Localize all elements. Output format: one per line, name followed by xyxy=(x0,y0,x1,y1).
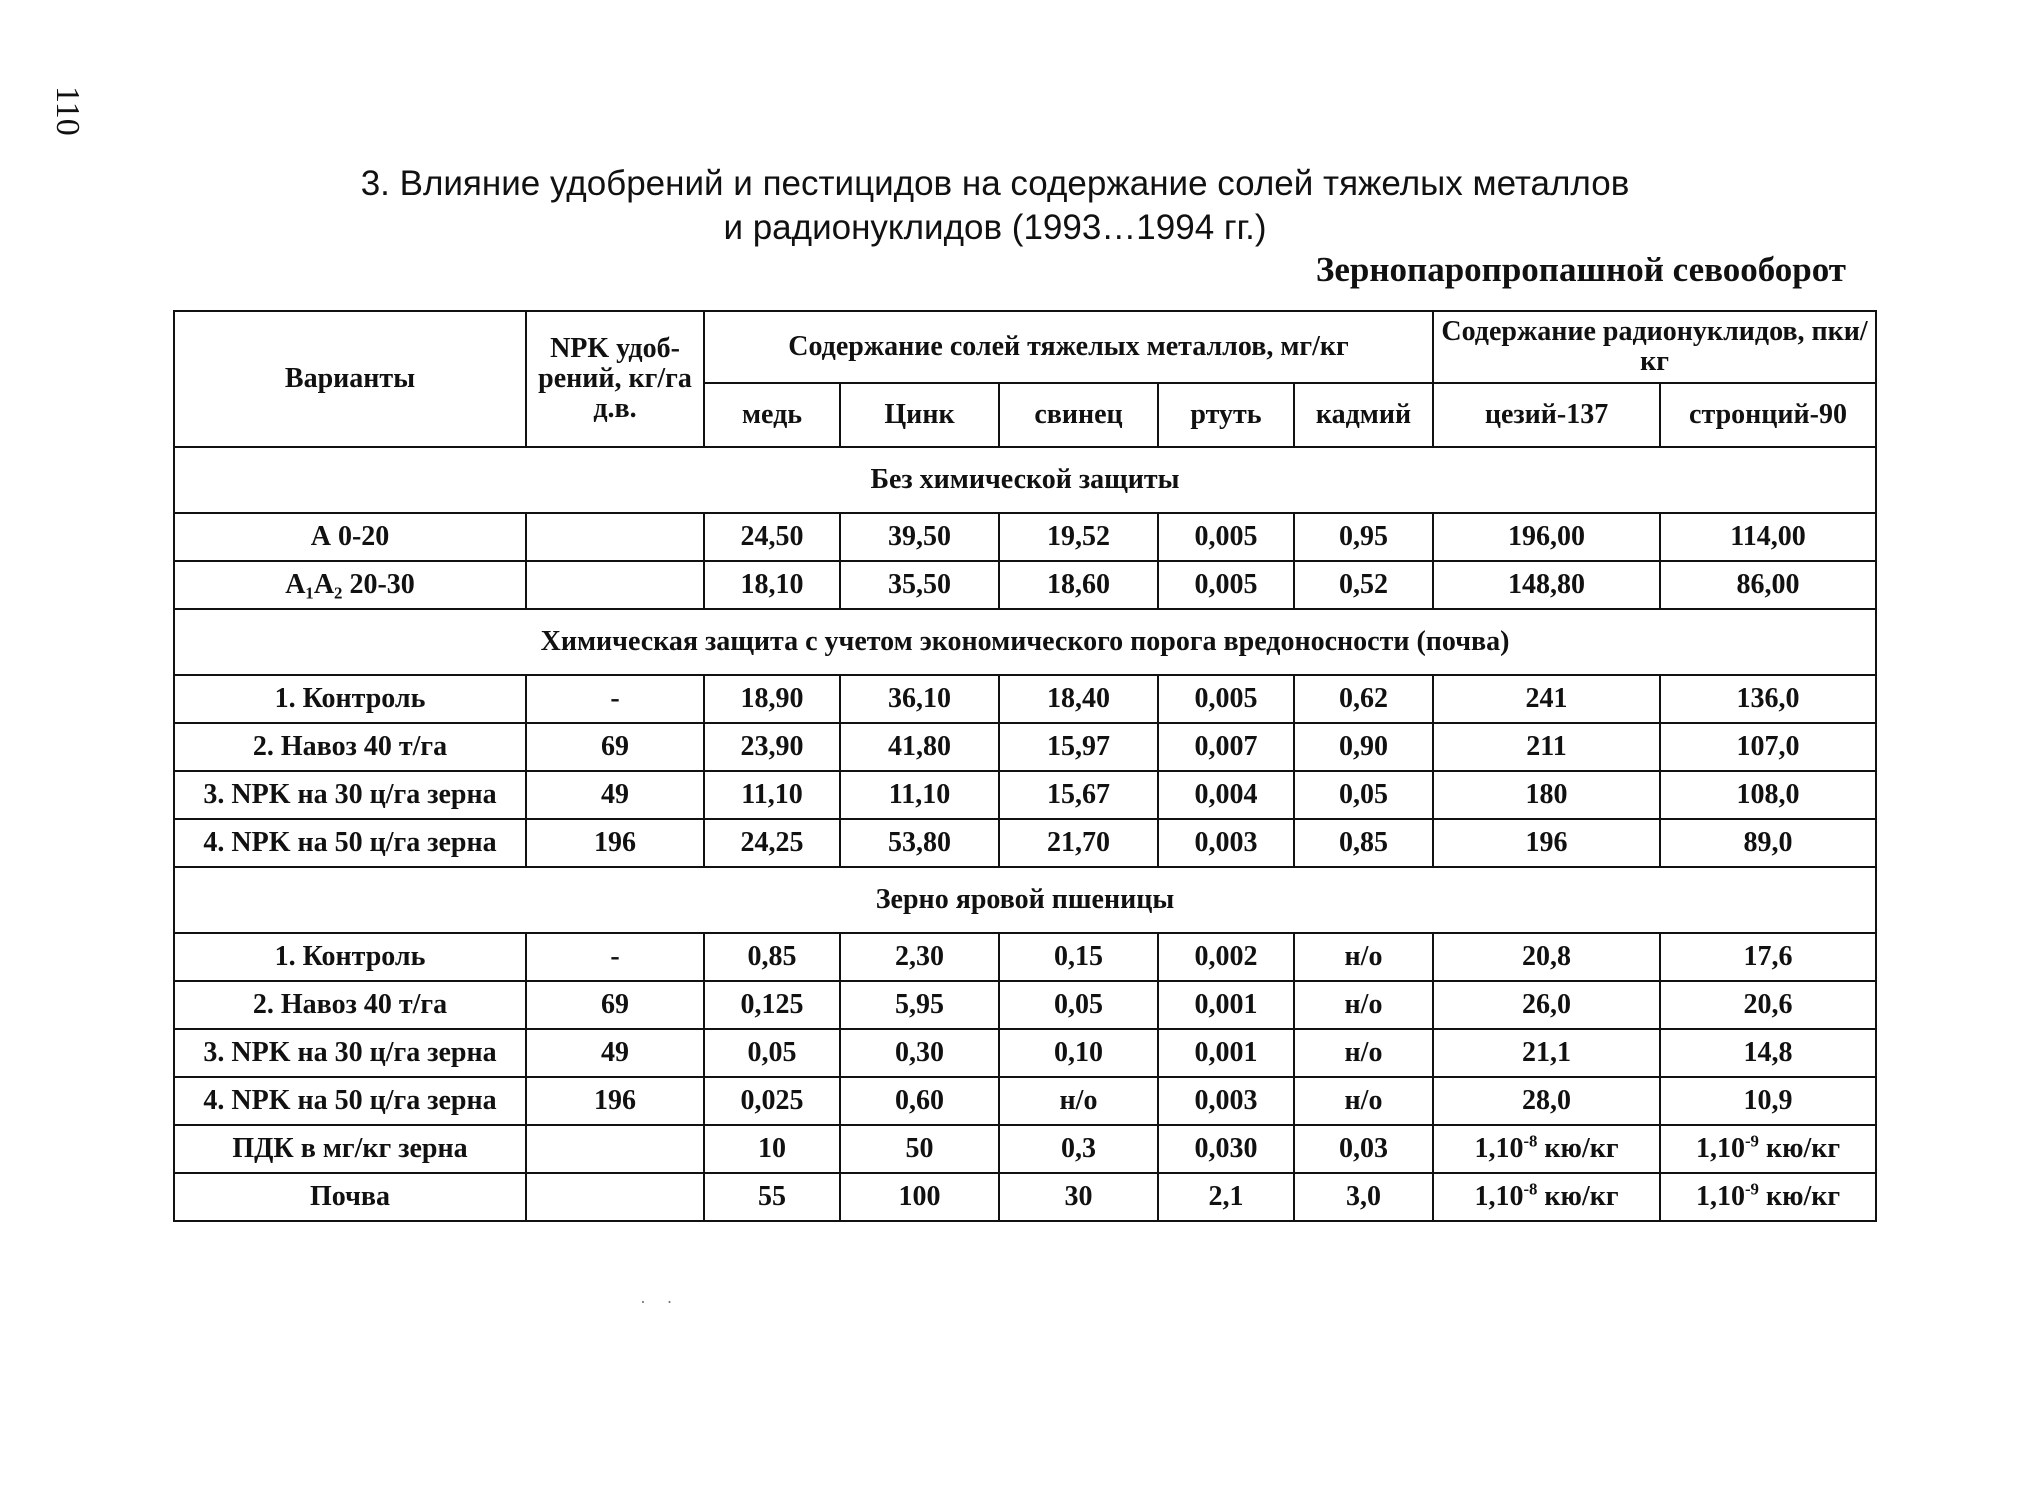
section-row xyxy=(174,447,1876,513)
table-cell: 41,80 xyxy=(840,723,999,771)
table-cell: 49 xyxy=(526,1029,704,1077)
value-exponent: -9 xyxy=(1744,1179,1759,1199)
header-strontium: стронций-90 xyxy=(1660,383,1876,447)
table-cell: 17,6 xyxy=(1660,933,1876,981)
row-label: 2. Навоз 40 т/га xyxy=(174,723,526,771)
header-npk: NPK удоб- рений, кг/га д.в. xyxy=(526,311,704,447)
table-cell xyxy=(526,561,704,609)
row-label: А 0-20 xyxy=(174,513,526,561)
table-cell: 114,00 xyxy=(1660,513,1876,561)
table-cell: 30 xyxy=(999,1173,1158,1221)
section-title: Зерно яровой пшеницы xyxy=(174,867,1876,933)
table-cell: 55 xyxy=(704,1173,840,1221)
table-cell: 15,67 xyxy=(999,771,1158,819)
row-label: 1. Контроль xyxy=(174,675,526,723)
table-cell: 21,70 xyxy=(999,819,1158,867)
header-row-1 xyxy=(174,311,1876,383)
value-base: 1,10 xyxy=(1474,1133,1524,1164)
table-cell: 18,90 xyxy=(704,675,840,723)
table-cell: 0,85 xyxy=(1294,819,1433,867)
table-row xyxy=(174,1125,1876,1173)
table-cell-cesium xyxy=(1433,1173,1660,1221)
table-cell: 0,005 xyxy=(1158,513,1294,561)
section-title: Без химической защиты xyxy=(174,447,1876,513)
table-cell: 18,60 xyxy=(999,561,1158,609)
header-cadmium: кадмий xyxy=(1294,383,1433,447)
table-cell: 53,80 xyxy=(840,819,999,867)
table-cell: 18,40 xyxy=(999,675,1158,723)
table-cell xyxy=(526,513,704,561)
table-cell: 0,03 xyxy=(1294,1125,1433,1173)
table-cell: 2,1 xyxy=(1158,1173,1294,1221)
table-cell: 0,004 xyxy=(1158,771,1294,819)
table-cell: 0,62 xyxy=(1294,675,1433,723)
row-label: 1. Контроль xyxy=(174,933,526,981)
table-cell: 0,030 xyxy=(1158,1125,1294,1173)
table-subtitle: Зернопаропропашной севооборот xyxy=(1315,250,1846,289)
row-label: 4. NPK на 50 ц/га зерна xyxy=(174,1077,526,1125)
table-cell: 0,003 xyxy=(1158,819,1294,867)
table-cell: н/о xyxy=(999,1077,1158,1125)
title-line-2: и радионуклидов (1993…1994 гг.) xyxy=(723,208,1267,247)
table-cell: 3,0 xyxy=(1294,1173,1433,1221)
table-cell: 21,1 xyxy=(1433,1029,1660,1077)
table-cell: 180 xyxy=(1433,771,1660,819)
table-cell: 0,025 xyxy=(704,1077,840,1125)
header-lead: свинец xyxy=(999,383,1158,447)
table-cell: 11,10 xyxy=(704,771,840,819)
table-cell: 0,005 xyxy=(1158,561,1294,609)
table-cell: 0,125 xyxy=(704,981,840,1029)
table-cell: 0,15 xyxy=(999,933,1158,981)
table-cell: 0,90 xyxy=(1294,723,1433,771)
table-cell xyxy=(526,1125,704,1173)
header-variants: Варианты xyxy=(174,311,526,447)
header-radionuclides-group: Содержание радионуклидов, пки/кг xyxy=(1433,311,1876,383)
header-mercury: ртуть xyxy=(1158,383,1294,447)
table-cell: 19,52 xyxy=(999,513,1158,561)
value-base: 1,10 xyxy=(1695,1181,1745,1212)
title-line-1: 3. Влияние удобрений и пестицидов на содержание солей тяжелых металлов xyxy=(360,164,1630,203)
table-cell-strontium xyxy=(1660,1173,1876,1221)
row-label: ПДК в мг/кг зерна xyxy=(174,1125,526,1173)
table-cell: 24,25 xyxy=(704,819,840,867)
value-base: 1,10 xyxy=(1695,1133,1745,1164)
table-cell: 2,30 xyxy=(840,933,999,981)
section-row xyxy=(174,609,1876,675)
table-row xyxy=(174,819,1876,867)
value-unit: кю/кг xyxy=(1537,1181,1619,1212)
table-cell: 0,001 xyxy=(1158,1029,1294,1077)
table-cell: 18,10 xyxy=(704,561,840,609)
table-cell: 0,85 xyxy=(704,933,840,981)
table-cell: 211 xyxy=(1433,723,1660,771)
table-cell: н/о xyxy=(1294,981,1433,1029)
table-cell: 11,10 xyxy=(840,771,999,819)
table-cell: 0,60 xyxy=(840,1077,999,1125)
section-title: Химическая защита с учетом экономического порога вредоносности (почва) xyxy=(174,609,1876,675)
header-cesium: цезий-137 xyxy=(1433,383,1660,447)
table-cell: 86,00 xyxy=(1660,561,1876,609)
data-table xyxy=(173,310,1877,1222)
row-label: 2. Навоз 40 т/га xyxy=(174,981,526,1029)
table-cell: 196,00 xyxy=(1433,513,1660,561)
value-exponent: -8 xyxy=(1523,1131,1538,1151)
value-exponent: -9 xyxy=(1744,1131,1759,1151)
row-label: 4. NPK на 50 ц/га зерна xyxy=(174,819,526,867)
table-cell: 0,05 xyxy=(999,981,1158,1029)
table-cell: 35,50 xyxy=(840,561,999,609)
table-cell: 0,52 xyxy=(1294,561,1433,609)
table-row xyxy=(174,561,1876,609)
table-cell: 69 xyxy=(526,981,704,1029)
value-unit: кю/кг xyxy=(1758,1133,1841,1164)
table-cell: 5,95 xyxy=(840,981,999,1029)
table-cell-strontium xyxy=(1660,1125,1876,1173)
table-cell: 0,003 xyxy=(1158,1077,1294,1125)
table-cell: 100 xyxy=(840,1173,999,1221)
table-cell: 26,0 xyxy=(1433,981,1660,1029)
table-cell: 39,50 xyxy=(840,513,999,561)
table-cell: - xyxy=(526,675,704,723)
table-row xyxy=(174,1029,1876,1077)
table-cell: 23,90 xyxy=(704,723,840,771)
table-cell: 10,9 xyxy=(1660,1077,1876,1125)
table-cell: н/о xyxy=(1294,1029,1433,1077)
value-exponent: -8 xyxy=(1523,1179,1538,1199)
header-metals-group: Содержание солей тяжелых металлов, мг/кг xyxy=(704,311,1433,383)
table-cell: 196 xyxy=(526,819,704,867)
header-zinc: Цинк xyxy=(840,383,999,447)
table-cell: - xyxy=(526,933,704,981)
table-body xyxy=(174,447,1876,1221)
table-cell: 0,10 xyxy=(999,1029,1158,1077)
table-row xyxy=(174,1173,1876,1221)
table-cell: 89,0 xyxy=(1660,819,1876,867)
table-row xyxy=(174,675,1876,723)
page-title xyxy=(0,162,1990,250)
table-row xyxy=(174,513,1876,561)
table-cell: 69 xyxy=(526,723,704,771)
table-cell: 36,10 xyxy=(840,675,999,723)
table-cell: 24,50 xyxy=(704,513,840,561)
value-unit: кю/кг xyxy=(1758,1181,1841,1212)
table-cell: 136,0 xyxy=(1660,675,1876,723)
table-cell: 50 xyxy=(840,1125,999,1173)
table-row xyxy=(174,723,1876,771)
table-cell: 20,6 xyxy=(1660,981,1876,1029)
table-cell: н/о xyxy=(1294,1077,1433,1125)
section-row xyxy=(174,867,1876,933)
table-cell-cesium xyxy=(1433,1125,1660,1173)
value-base: 1,10 xyxy=(1474,1181,1524,1212)
table-cell: 0,005 xyxy=(1158,675,1294,723)
table-cell: 20,8 xyxy=(1433,933,1660,981)
table-cell: 108,0 xyxy=(1660,771,1876,819)
table-cell: 14,8 xyxy=(1660,1029,1876,1077)
scan-speck: · · xyxy=(640,1292,681,1312)
table-cell: 0,05 xyxy=(704,1029,840,1077)
value-unit: кю/кг xyxy=(1537,1133,1619,1164)
table-cell: 0,001 xyxy=(1158,981,1294,1029)
table-cell: 0,3 xyxy=(999,1125,1158,1173)
table-cell: 241 xyxy=(1433,675,1660,723)
table-cell: 28,0 xyxy=(1433,1077,1660,1125)
table-cell: 0,95 xyxy=(1294,513,1433,561)
table-cell: 0,05 xyxy=(1294,771,1433,819)
table-row xyxy=(174,933,1876,981)
table-cell: 0,30 xyxy=(840,1029,999,1077)
row-label: А₁А₂ 20-30 xyxy=(174,561,526,609)
table-cell: 10 xyxy=(704,1125,840,1173)
page-number: 110 xyxy=(49,86,86,136)
table-row xyxy=(174,1077,1876,1125)
table-cell: н/о xyxy=(1294,933,1433,981)
table-cell xyxy=(526,1173,704,1221)
table-row xyxy=(174,771,1876,819)
table-cell: 15,97 xyxy=(999,723,1158,771)
table-cell: 196 xyxy=(1433,819,1660,867)
header-copper: медь xyxy=(704,383,840,447)
table-cell: 148,80 xyxy=(1433,561,1660,609)
row-label: 3. NPK на 30 ц/га зерна xyxy=(174,771,526,819)
row-label: Почва xyxy=(174,1173,526,1221)
table-cell: 196 xyxy=(526,1077,704,1125)
table-cell: 107,0 xyxy=(1660,723,1876,771)
table-row xyxy=(174,981,1876,1029)
table-cell: 0,007 xyxy=(1158,723,1294,771)
table-cell: 49 xyxy=(526,771,704,819)
table-cell: 0,002 xyxy=(1158,933,1294,981)
row-label: 3. NPK на 30 ц/га зерна xyxy=(174,1029,526,1077)
